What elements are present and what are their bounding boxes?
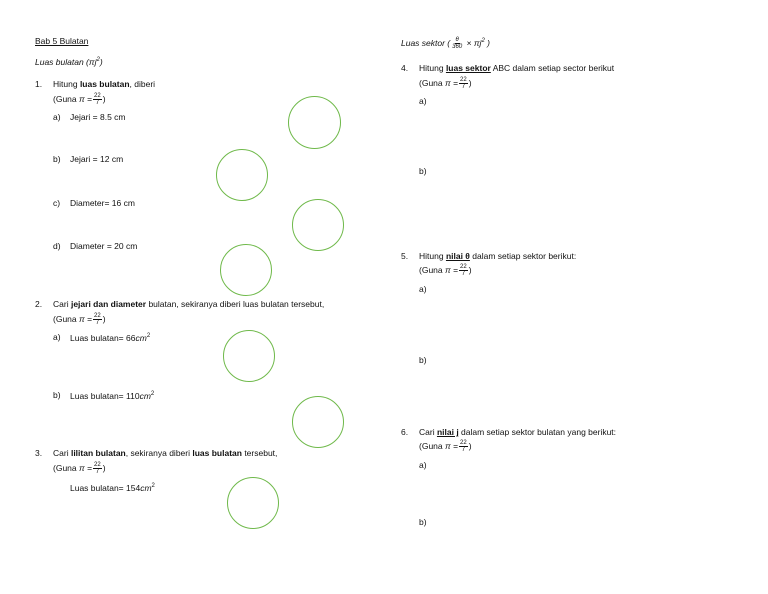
fraction <box>451 37 463 50</box>
guna-post: ) <box>468 77 472 88</box>
circle-diagram <box>292 199 344 251</box>
q4-guna-pi <box>419 77 472 90</box>
fraction <box>93 313 102 326</box>
q6-pre: Cari <box>419 427 437 437</box>
fraction-numerator: 22 <box>460 264 467 270</box>
q1-pre: Hitung <box>53 79 80 89</box>
q1-item-a-text: Jejari = 8.5 cm <box>70 112 126 122</box>
guna-pre: (Guna <box>419 264 445 275</box>
question-1-number: 1. <box>35 79 43 89</box>
q4-post: ABC dalam setiap sector berikut <box>490 63 615 73</box>
guna-eq: = <box>450 77 459 88</box>
question-2-text <box>53 300 324 310</box>
formula-mid: × πj <box>464 37 482 48</box>
guna-post: ) <box>468 264 472 275</box>
q3-bold1: lilitan bulatan <box>70 448 126 458</box>
fraction-denominator: 7 <box>461 447 466 453</box>
fraction-numerator: 22 <box>94 93 101 99</box>
guna-eq: = <box>84 93 93 104</box>
fraction <box>459 77 468 90</box>
area-unit: cm <box>140 482 152 493</box>
q6-bold: nilai j <box>436 427 459 437</box>
guna-post: ) <box>102 93 106 104</box>
area-value: Luas bulatan= 110 <box>70 390 140 401</box>
fraction-denominator: 7 <box>95 100 100 106</box>
q1-post: , diberi <box>129 79 156 89</box>
circle-diagram <box>223 330 275 382</box>
q1-bold: luas bulatan <box>79 79 130 89</box>
q3-guna-pi <box>53 462 106 475</box>
guna-eq: = <box>450 440 459 451</box>
q2-item-b-label: b) <box>53 390 61 400</box>
pi-symbol: π <box>79 462 85 473</box>
guna-pre: (Guna <box>53 313 79 324</box>
fraction-numerator: 22 <box>94 462 101 468</box>
fraction-denominator: 360 <box>452 44 463 50</box>
fraction-numerator: 22 <box>94 313 101 319</box>
guna-post: ) <box>468 440 472 451</box>
q6-item-b-label: b) <box>419 517 427 527</box>
guna-pre: (Guna <box>419 440 445 451</box>
q1-guna-pi <box>53 93 106 106</box>
guna-pre: (Guna <box>53 93 79 104</box>
sector-area-formula <box>401 37 490 50</box>
area-exponent: 2 <box>146 333 151 339</box>
fraction-numerator: 22 <box>460 440 467 446</box>
guna-eq: = <box>84 313 93 324</box>
formula-prefix: Luas sektor ( <box>401 37 451 48</box>
q6-item-a-label: a) <box>419 460 427 470</box>
area-unit: cm <box>135 332 147 343</box>
q5-pre: Hitung <box>419 251 446 261</box>
question-4-number: 4. <box>401 63 409 73</box>
formula-suffix: ) <box>484 37 490 48</box>
q1-item-a-label: a) <box>53 112 61 122</box>
circle-diagram <box>227 477 279 529</box>
q3-mid: , sekiranya diberi <box>125 448 193 458</box>
area-value: Luas bulatan= 66 <box>70 332 136 343</box>
formula-expr: πj <box>88 56 97 67</box>
fraction-denominator: 7 <box>461 271 466 277</box>
q5-item-b-label: b) <box>419 355 427 365</box>
circle-area-formula <box>35 57 103 68</box>
q1-item-b-label: b) <box>53 154 61 164</box>
q4-item-a-label: a) <box>419 96 427 106</box>
q5-post: dalam setiap sektor berikut: <box>469 251 577 261</box>
q6-post: dalam setiap sektor bulatan yang berikut: <box>458 427 617 437</box>
question-2-number: 2. <box>35 299 43 309</box>
q2-item-a-label: a) <box>53 332 61 342</box>
q1-item-d-label: d) <box>53 241 61 251</box>
pi-symbol: π <box>79 93 85 104</box>
pi-symbol: π <box>445 440 451 451</box>
q1-item-c-label: c) <box>53 198 61 208</box>
formula-prefix: Luas bulatan ( <box>35 56 89 67</box>
q5-guna-pi <box>419 264 472 277</box>
fraction <box>459 264 468 277</box>
guna-eq: = <box>84 462 93 473</box>
area-value: Luas bulatan= 154 <box>70 482 141 493</box>
fraction-denominator: 7 <box>95 469 100 475</box>
guna-post: ) <box>102 313 106 324</box>
question-5-text <box>419 252 576 262</box>
guna-eq: = <box>450 264 459 275</box>
q2-pre: Cari <box>53 299 71 309</box>
circle-diagram <box>292 396 344 448</box>
circle-diagram <box>288 96 341 149</box>
q3-post: tersebut, <box>241 448 278 458</box>
chapter-title: Bab 5 Bulatan <box>35 36 89 46</box>
q1-item-c-text: Diameter= 16 cm <box>70 198 135 208</box>
area-exponent: 2 <box>150 391 155 397</box>
q2-guna-pi <box>53 313 106 326</box>
q5-item-a-label: a) <box>419 284 427 294</box>
pi-symbol: π <box>79 313 85 324</box>
area-unit: cm <box>139 390 151 401</box>
q3-bold2: luas bulatan <box>192 448 242 458</box>
fraction <box>93 462 102 475</box>
q1-item-d-text: Diameter = 20 cm <box>70 241 138 251</box>
question-1-text <box>53 80 155 90</box>
q3-pre: Cari <box>53 448 71 458</box>
fraction-denominator: 7 <box>461 84 466 90</box>
q3-area-line <box>70 483 155 494</box>
q2-item-a-text <box>70 333 150 344</box>
circle-diagram <box>216 149 268 201</box>
fraction-numerator: 22 <box>460 77 467 83</box>
question-3-number: 3. <box>35 448 43 458</box>
formula-exponent: 2 <box>96 57 100 63</box>
q4-item-b-label: b) <box>419 166 427 176</box>
question-4-text <box>419 64 614 74</box>
guna-post: ) <box>102 462 106 473</box>
q4-pre: Hitung <box>419 63 446 73</box>
question-5-number: 5. <box>401 251 409 261</box>
q5-bold: nilai θ <box>445 251 470 261</box>
q2-item-b-text <box>70 391 154 402</box>
q6-guna-pi <box>419 440 472 453</box>
q2-post: bulatan, sekiranya diberi luas bulatan tersebut, <box>146 299 325 309</box>
question-6-text <box>419 428 616 438</box>
fraction <box>93 93 102 106</box>
area-exponent: 2 <box>151 483 155 489</box>
formula-suffix: ) <box>99 56 103 67</box>
question-3-text <box>53 449 277 459</box>
guna-pre: (Guna <box>419 77 445 88</box>
fraction <box>459 440 468 453</box>
fraction-denominator: 7 <box>95 320 100 326</box>
fraction-numerator: θ <box>455 37 459 43</box>
circle-diagram <box>220 244 272 296</box>
q1-item-b-text: Jejari = 12 cm <box>70 154 124 164</box>
q4-bold: luas sektor <box>445 63 491 73</box>
formula-exponent: 2 <box>481 37 485 44</box>
pi-symbol: π <box>445 77 451 88</box>
question-6-number: 6. <box>401 427 409 437</box>
guna-pre: (Guna <box>53 462 79 473</box>
pi-symbol: π <box>445 264 451 275</box>
q2-bold: jejari dan diameter <box>70 299 147 309</box>
